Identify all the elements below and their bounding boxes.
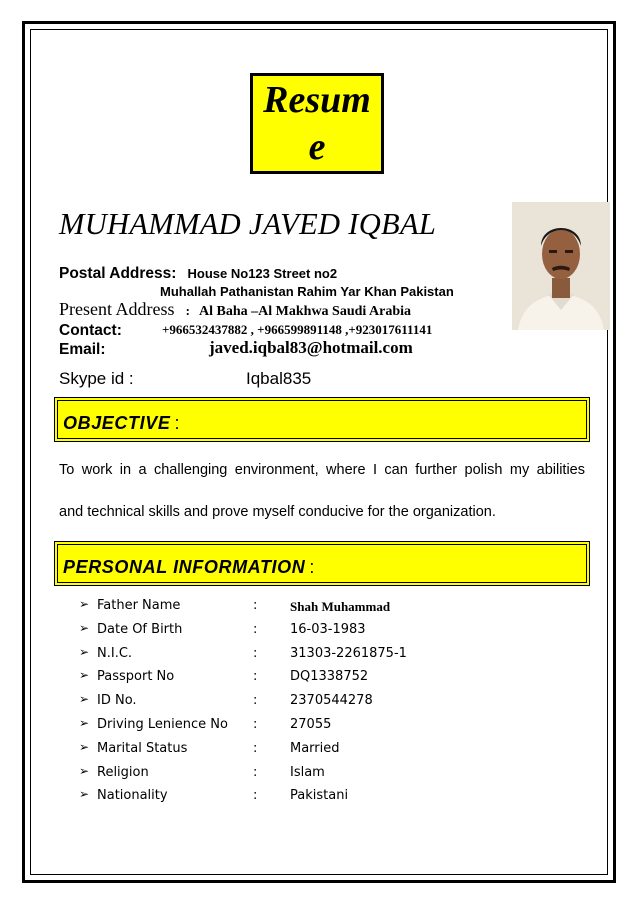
personal-info-value: Pakistani [290,788,349,804]
contact-value: +966532437882 , +966599891148 ,+923017611141 [162,322,433,337]
personal-info-separator: : [253,740,258,756]
present-address-label: Present Address [59,299,175,319]
skype-label: Skype id : [59,369,134,388]
objective-heading [63,413,180,434]
personal-info-label: Passport No [97,669,175,685]
resume-title: Resume [263,78,371,168]
arrow-bullet-icon: ➢ [79,715,90,730]
present-address-sep: : [185,303,190,318]
email-row [59,338,413,359]
postal-address-line1 [59,263,337,283]
personal-info-separator: : [253,716,258,732]
personal-info-value: 31303-2261875-1 [290,645,407,661]
personal-info-separator: : [253,788,258,804]
postal-address-value: House No123 Street no2 [187,266,338,281]
arrow-bullet-icon: ➢ [79,597,90,611]
personal-info-value: Married [290,740,340,756]
personal-info-label: ID No. [97,693,137,709]
personal-info-value: DQ1338752 [290,669,369,685]
arrow-bullet-icon: ➢ [79,620,90,635]
objective-heading-text: OBJECTIVE [63,413,171,433]
profile-photo-portrait [512,202,610,330]
contact-label: Contact: [59,322,122,339]
personal-info-label: Driving Lenience No [97,716,228,732]
personal-info-heading [63,557,315,578]
objective-section-header [54,397,590,442]
objective-text-line2: and technical skills and prove myself conducive for the organization. [59,504,496,520]
personal-info-heading-colon: : [309,557,315,577]
arrow-bullet-icon: ➢ [79,763,90,778]
arrow-bullet-icon: ➢ [79,668,90,683]
personal-info-value: Shah Muhammad [290,599,391,614]
personal-info-label: Father Name [97,598,181,613]
personal-info-heading-text: PERSONAL INFORMATION [63,557,306,577]
skype-value: Iqbal835 [246,369,312,388]
postal-address-label: Postal Address: [59,265,177,282]
personal-info-separator: : [253,764,258,780]
personal-info-separator: : [253,621,258,637]
email-label: Email: [59,341,106,358]
postal-address-line2: Muhallah Pathanistan Rahim Yar Khan Pakistan [160,284,454,299]
personal-info-value: Islam [290,764,325,780]
email-value: javed.iqbal83@hotmail.com [209,338,413,357]
resume-title-box [250,73,384,174]
personal-info-label: Religion [97,764,149,780]
profile-photo [512,202,610,330]
present-address-value: Al Baha –Al Makhwa Saudi Arabia [199,304,412,319]
personal-info-value: 27055 [290,716,332,732]
objective-text-line1: To work in a challenging environment, where I can further polish my abilities [59,462,585,478]
personal-info-label: Date Of Birth [97,621,183,637]
objective-heading-colon: : [174,413,181,433]
personal-info-section-header [54,541,590,586]
present-address-row [59,299,411,320]
personal-info-separator: : [253,598,258,613]
skype-row [59,369,312,389]
personal-info-separator: : [253,669,258,685]
arrow-bullet-icon: ➢ [79,644,90,659]
personal-info-separator: : [253,693,258,709]
personal-info-label: Marital Status [97,740,188,756]
candidate-name: MUHAMMAD JAVED IQBAL [59,207,437,241]
arrow-bullet-icon: ➢ [79,692,90,707]
arrow-bullet-icon: ➢ [79,739,90,754]
personal-info-value: 2370544278 [290,693,373,709]
personal-info-label: Nationality [97,788,168,804]
personal-info-value: 16-03-1983 [290,621,366,637]
personal-info-label: N.I.C. [97,645,133,661]
arrow-bullet-icon: ➢ [79,787,90,802]
contact-row [59,320,433,340]
personal-info-separator: : [253,645,258,661]
